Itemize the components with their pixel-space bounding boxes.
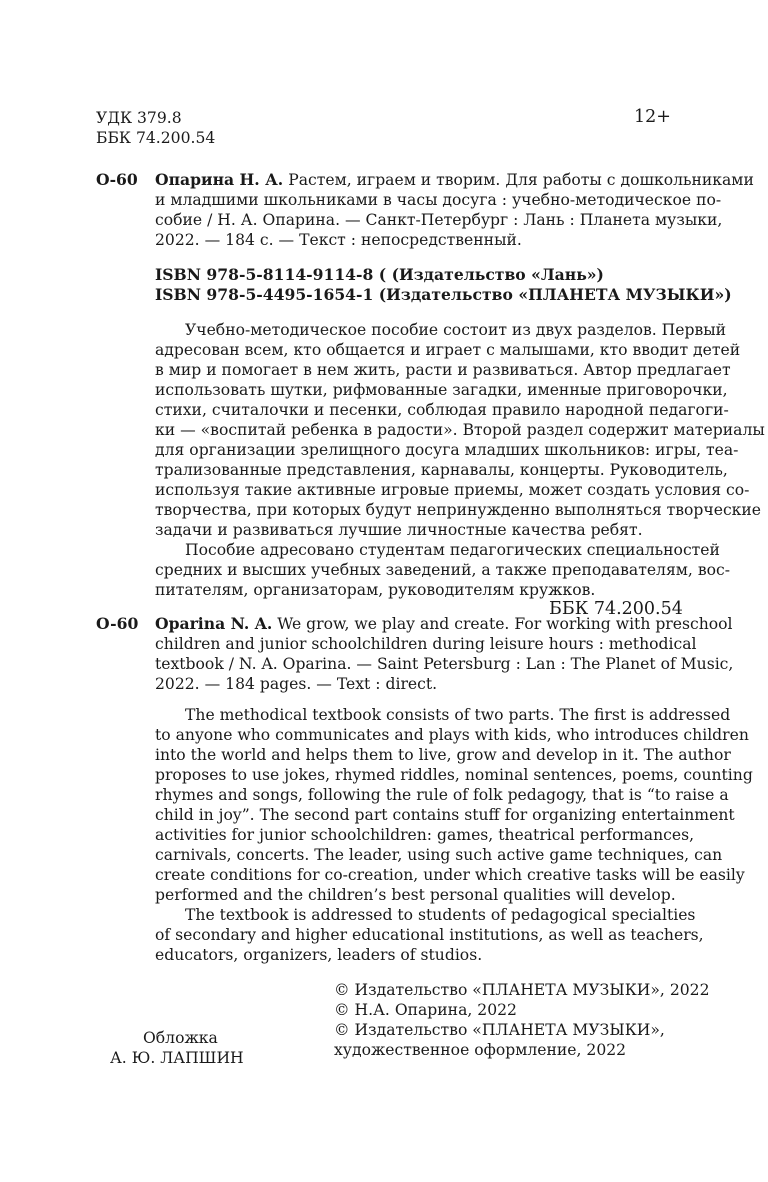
ru-abstract-line: задачи и развиваться лучшие личностные качества ребят. <box>155 521 643 539</box>
age-rating: 12+ <box>634 107 671 127</box>
ru-title-line-4: 2022. — 184 с. — Текст : непосредственный. <box>155 231 522 249</box>
ru-catalog-code: О-60 <box>96 170 138 189</box>
en-abstract-line: proposes to use jokes, rhymed riddles, nominal sentences, poems, counting <box>155 766 753 784</box>
ru-title-line-3: собие / Н. А. Опарина. — Санкт-Петербург : Лань : Планета музыки, <box>155 211 723 229</box>
ru-audience <box>155 540 731 600</box>
en-title-line-2: children and junior schoolchildren during leisure hours : methodical <box>155 635 697 653</box>
ru-abstract-line: адресован всем, кто общается и играет с малышами, кто вводит детей <box>155 341 741 359</box>
en-title-line-1 <box>155 614 733 634</box>
en-audience-line: The textbook is addressed to students of pedagogical specialties <box>185 906 696 924</box>
cover-artist: А. Ю. ЛАПШИН <box>110 1049 244 1067</box>
en-audience-line: of secondary and higher educational institutions, as well as teachers, <box>155 926 704 944</box>
copyright-author: © Н.А. Опарина, 2022 <box>334 1001 517 1019</box>
en-abstract-line: into the world and helps them to live, grow and develop in it. The author <box>155 746 731 764</box>
ru-title-text: Растем, играем и творим. Для работы с дошкольниками <box>283 171 754 189</box>
bbk-code-right: ББК 74.200.54 <box>549 599 683 619</box>
ru-abstract-line: для организации зрелищного досуга младших школьников: игры, теа- <box>155 441 739 459</box>
en-title-line-3: textbook / N. A. Oparina. — Saint Petersburg : Lan : The Planet of Music, <box>155 655 734 673</box>
copyright-publisher: © Издательство «ПЛАНЕТА МУЗЫКИ», 2022 <box>334 981 710 999</box>
cover-label: Обложка <box>143 1029 218 1047</box>
ru-abstract <box>155 320 765 540</box>
ru-abstract-line: трализованные представления, карнавалы, концерты. Руководитель, <box>155 461 728 479</box>
en-abstract-line: carnivals, concerts. The leader, using such active game techniques, can <box>155 846 723 864</box>
ru-abstract-line: в мир и помогает в нем жить, расти и развиваться. Автор предлагает <box>155 361 731 379</box>
ru-title-line-2: и младшими школьниками в часы досуга : учебно-методическое по- <box>155 191 722 209</box>
ru-author: Опарина Н. А. <box>155 170 284 189</box>
en-catalog-code: O-60 <box>96 614 139 633</box>
copyright-design-detail: художественное оформление, 2022 <box>334 1041 627 1059</box>
en-title-line-4: 2022. — 184 pages. — Text : direct. <box>155 675 438 693</box>
ru-audience-line: средних и высших учебных заведений, а также преподавателям, вос- <box>155 561 731 579</box>
copyright-design: © Издательство «ПЛАНЕТА МУЗЫКИ», <box>334 1021 665 1039</box>
ru-audience-line: питателям, организаторам, руководителям кружков. <box>155 581 596 599</box>
ru-abstract-line: творчества, при которых будут непринужденно выполняться творческие <box>155 501 762 519</box>
ru-abstract-line: используя такие активные игровые приемы, может создать условия со- <box>155 481 750 499</box>
en-abstract-line: create conditions for co-creation, under which creative tasks will be easily <box>155 866 745 884</box>
isbn-lan: ISBN 978-5-8114-9114-8 ( (Издательство «Лань») <box>155 265 604 284</box>
en-audience <box>155 905 704 965</box>
ru-abstract-line: ки — «воспитай ребенка в радости». Второй раздел содержит материалы <box>155 421 765 439</box>
en-title-text: We grow, we play and create. For working with preschool <box>272 615 733 633</box>
en-abstract-line: activities for junior schoolchildren: games, theatrical performances, <box>155 826 695 844</box>
ru-audience-line: Пособие адресовано студентам педагогических специальностей <box>185 541 720 559</box>
en-abstract-line: to anyone who communicates and plays with kids, who introduces children <box>155 726 749 744</box>
ru-abstract-line: Учебно-методическое пособие состоит из двух разделов. Первый <box>185 321 727 339</box>
isbn-planeta: ISBN 978-5-4495-1654-1 (Издательство «ПЛАНЕТА МУЗЫКИ») <box>155 285 732 304</box>
en-author: Oparina N. A. <box>155 614 273 633</box>
en-abstract <box>155 705 753 905</box>
en-abstract-line: child in joy”. The second part contains stuff for organizing entertainment <box>155 806 735 824</box>
en-abstract-line: rhymes and songs, following the rule of folk pedagogy, that is “to raise a <box>155 786 729 804</box>
en-abstract-line: performed and the children’s best personal qualities will develop. <box>155 886 676 904</box>
en-abstract-line: The methodical textbook consists of two parts. The first is addressed <box>185 706 731 724</box>
ru-abstract-line: использовать шутки, рифмованные загадки, именные приговорочки, <box>155 381 728 399</box>
bbk-code: ББК 74.200.54 <box>96 129 216 147</box>
ru-title-line-1 <box>155 170 754 190</box>
en-audience-line: educators, organizers, leaders of studios. <box>155 946 483 964</box>
ru-abstract-line: стихи, считалочки и песенки, соблюдая правило народной педагоги- <box>155 401 729 419</box>
udk-code: УДК 379.8 <box>96 109 182 127</box>
